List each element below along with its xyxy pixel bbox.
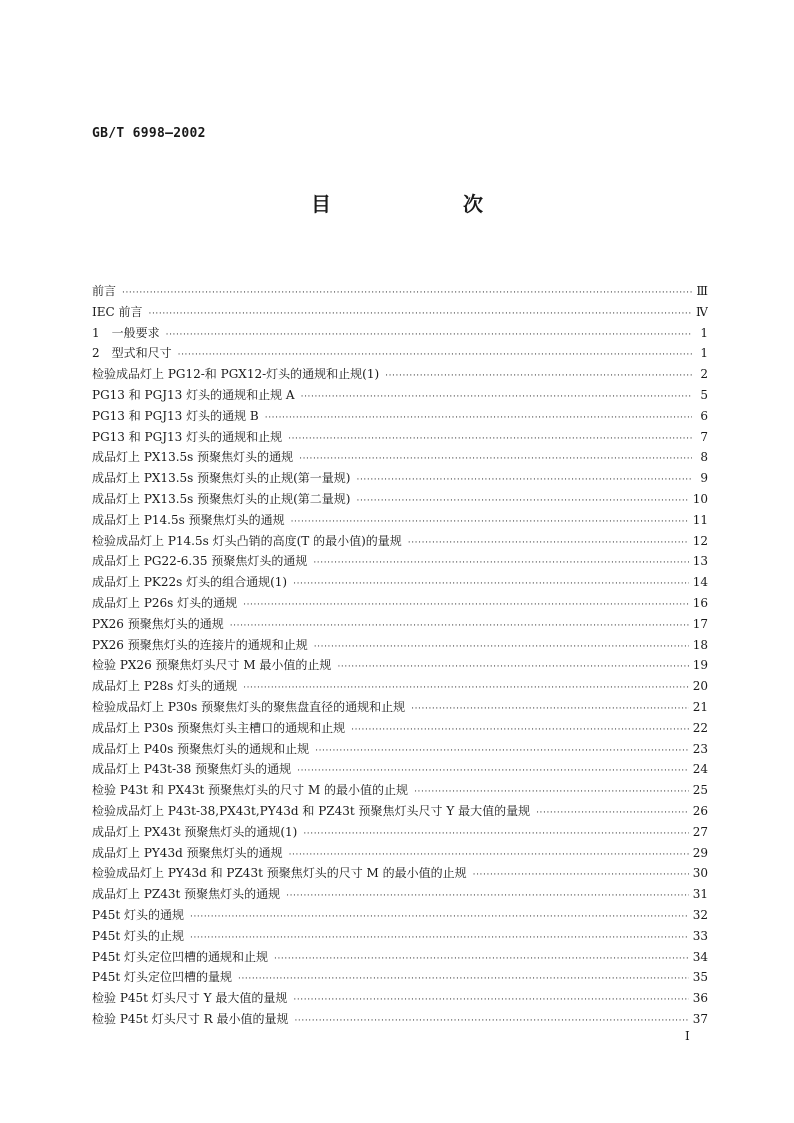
- toc-entry-page: 31: [692, 887, 708, 902]
- toc-entry[interactable]: [92, 343, 708, 364]
- dot-leader: [291, 512, 689, 531]
- toc-entry-title: 成品灯上 PX13.5s 预聚焦灯头的止规(第二量规): [92, 491, 351, 506]
- toc-entry-page: 26: [692, 803, 708, 818]
- table-of-contents: [92, 281, 708, 1030]
- dot-leader: [297, 761, 689, 780]
- toc-entry-title: PX26 预聚焦灯头的通规: [92, 616, 224, 631]
- toc-entry-page: 14: [692, 575, 708, 590]
- toc-entry-page: 16: [692, 595, 708, 610]
- toc-entry-title: 成品灯上 PZ43t 预聚焦灯头的通规: [92, 887, 281, 902]
- toc-entry-page: 25: [692, 783, 708, 798]
- toc-entry-page: 27: [692, 824, 708, 839]
- toc-entry-page: 2: [700, 367, 708, 382]
- toc-entry-page: 33: [692, 928, 708, 943]
- toc-entry-page: 18: [692, 637, 708, 652]
- toc-entry-page: 20: [692, 679, 708, 694]
- toc-entry-page: 5: [700, 387, 708, 402]
- toc-entry-page: 30: [692, 866, 708, 881]
- dot-leader: [313, 553, 688, 572]
- toc-entry-title: IEC 前言: [92, 304, 143, 319]
- toc-entry[interactable]: [92, 489, 708, 510]
- dot-leader: [243, 595, 689, 614]
- toc-entry[interactable]: [92, 905, 708, 926]
- toc-entry-page: Ⅲ: [696, 284, 708, 298]
- toc-entry-title: PG13 和 PGJ13 灯头的通规和止规: [92, 429, 283, 444]
- toc-entry-title: P45t 灯头的通规: [92, 907, 184, 922]
- toc-entry-page: Ⅳ: [696, 304, 708, 319]
- dot-leader: [230, 616, 689, 635]
- toc-entry-page: 10: [692, 491, 708, 506]
- page-number: Ⅰ: [685, 1029, 690, 1043]
- toc-entry-page: 24: [692, 762, 708, 777]
- toc-entry-title: 成品灯上 PG22-6.35 预聚焦灯头的通规: [92, 554, 308, 569]
- toc-entry[interactable]: [92, 385, 708, 406]
- toc-entry-title: 1 一般要求: [92, 325, 160, 340]
- dot-leader: [314, 637, 689, 656]
- toc-entry-page: 7: [700, 429, 708, 444]
- toc-entry-page: 36: [692, 991, 708, 1006]
- toc-entry[interactable]: [92, 323, 708, 344]
- toc-entry-page: 37: [692, 1011, 708, 1026]
- toc-entry-title: 成品灯上 P30s 预聚焦灯头主槽口的通规和止规: [92, 720, 346, 735]
- toc-entry[interactable]: [92, 572, 708, 593]
- toc-entry-page: 17: [692, 616, 708, 631]
- toc-entry[interactable]: [92, 739, 708, 760]
- toc-entry[interactable]: [92, 697, 708, 718]
- toc-entry-title: PG13 和 PGJ13 灯头的通规 B: [92, 408, 259, 423]
- toc-entry[interactable]: [92, 510, 708, 531]
- dot-leader: [293, 990, 688, 1009]
- toc-entry-title: 成品灯上 PX13.5s 预聚焦灯头的通规: [92, 450, 294, 465]
- toc-entry[interactable]: [92, 468, 708, 489]
- toc-entry-page: 21: [692, 699, 708, 714]
- toc-entry[interactable]: [92, 281, 708, 302]
- dot-leader: [473, 865, 689, 884]
- dot-leader: [166, 325, 692, 344]
- toc-entry-title: 检验成品灯上 P43t-38,PX43t,PY43d 和 PZ43t 预聚焦灯头尺寸 Y 最大值的量规: [92, 803, 531, 818]
- toc-entry-title: P45t 灯头定位凹槽的通规和止规: [92, 949, 268, 964]
- dot-leader: [149, 304, 693, 323]
- dot-leader: [301, 387, 692, 406]
- dot-leader: [238, 969, 689, 988]
- toc-entry[interactable]: [92, 614, 708, 635]
- toc-entry[interactable]: [92, 447, 708, 468]
- toc-entry[interactable]: [92, 1009, 708, 1030]
- toc-entry-title: 检验成品灯上 PY43d 和 PZ43t 预聚焦灯头的尺寸 M 的最小值的止规: [92, 866, 467, 881]
- toc-entry[interactable]: [92, 988, 708, 1009]
- toc-entry[interactable]: [92, 593, 708, 614]
- toc-entry-title: 成品灯上 PK22s 灯头的组合通规(1): [92, 575, 288, 590]
- toc-entry[interactable]: [92, 967, 708, 988]
- toc-entry-title: 检验 P45t 灯头尺寸 Y 最大值的量规: [92, 991, 288, 1006]
- toc-entry-title: 检验成品灯上 P14.5s 灯头凸销的高度(T 的最小值)的量规: [92, 533, 402, 548]
- dot-leader: [286, 886, 689, 905]
- toc-entry-title: 成品灯上 P26s 灯头的通规: [92, 595, 238, 610]
- toc-entry-title: 检验 PX26 预聚焦灯头尺寸 M 最小值的止规: [92, 658, 332, 673]
- toc-entry-page: 11: [692, 512, 708, 527]
- toc-entry-title: P45t 灯头的止规: [92, 928, 184, 943]
- toc-entry-page: 8: [700, 450, 708, 465]
- dot-leader: [289, 845, 689, 864]
- toc-entry[interactable]: [92, 531, 708, 552]
- dot-leader: [178, 345, 692, 364]
- toc-entry[interactable]: [92, 427, 708, 448]
- dot-leader: [294, 1011, 688, 1030]
- toc-entry-title: 检验成品灯上 PG12-和 PGX12-灯头的通规和止规(1): [92, 367, 380, 382]
- toc-entry-page: 1: [700, 325, 708, 340]
- toc-entry[interactable]: [92, 551, 708, 572]
- toc-entry[interactable]: [92, 655, 708, 676]
- toc-entry[interactable]: [92, 635, 708, 656]
- dot-leader: [411, 699, 689, 718]
- dot-leader: [315, 741, 689, 760]
- dot-leader: [385, 366, 692, 385]
- toc-entry-page: 9: [700, 471, 708, 486]
- toc-entry-page: 6: [700, 408, 708, 423]
- toc-entry-page: 22: [692, 720, 708, 735]
- toc-entry-title: 成品灯上 PX13.5s 预聚焦灯头的止规(第一量规): [92, 471, 351, 486]
- dot-leader: [414, 782, 689, 801]
- toc-entry[interactable]: [92, 759, 708, 780]
- dot-leader: [274, 949, 689, 968]
- toc-entry[interactable]: [92, 863, 708, 884]
- toc-entry-page: 12: [692, 533, 708, 548]
- dot-leader: [303, 824, 688, 843]
- toc-entry-title: 成品灯上 PY43d 预聚焦灯头的通规: [92, 845, 283, 860]
- dot-leader: [351, 720, 689, 739]
- toc-entry[interactable]: [92, 780, 708, 801]
- toc-entry[interactable]: [92, 822, 708, 843]
- dot-leader: [288, 429, 692, 448]
- toc-entry-title: 成品灯上 P43t-38 预聚焦灯头的通规: [92, 762, 292, 777]
- toc-entry-title: 成品灯上 PX43t 预聚焦灯头的通规(1): [92, 824, 298, 839]
- toc-entry-title: PX26 预聚焦灯头的连接片的通规和止规: [92, 637, 308, 652]
- dot-leader: [536, 803, 689, 822]
- page-title: 目 次: [311, 192, 539, 216]
- dot-leader: [122, 283, 692, 302]
- toc-entry-page: 13: [692, 554, 708, 569]
- toc-entry[interactable]: [92, 947, 708, 968]
- toc-entry-title: 检验 P45t 灯头尺寸 R 最小值的量规: [92, 1011, 289, 1026]
- toc-entry-page: 1: [700, 346, 708, 361]
- toc-entry-title: P45t 灯头定位凹槽的量规: [92, 970, 232, 985]
- dot-leader: [190, 907, 689, 926]
- dot-leader: [299, 449, 692, 468]
- toc-entry[interactable]: [92, 406, 708, 427]
- dot-leader: [357, 470, 693, 489]
- toc-entry[interactable]: [92, 801, 708, 822]
- toc-entry-title: 检验 P43t 和 PX43t 预聚焦灯头的尺寸 M 的最小值的止规: [92, 783, 409, 798]
- toc-entry[interactable]: [92, 302, 708, 323]
- dot-leader: [357, 491, 689, 510]
- dot-leader: [337, 657, 688, 676]
- dot-leader: [243, 678, 689, 697]
- dot-leader: [190, 928, 689, 947]
- dot-leader: [408, 533, 689, 552]
- toc-entry-title: 2 型式和尺寸: [92, 346, 172, 361]
- toc-entry[interactable]: [92, 843, 708, 864]
- toc-entry[interactable]: [92, 364, 708, 385]
- toc-entry-title: 前言: [92, 284, 117, 298]
- toc-entry-title: 检验成品灯上 P30s 预聚焦灯头的聚焦盘直径的通规和止规: [92, 699, 406, 714]
- toc-entry-page: 19: [692, 658, 708, 673]
- toc-entry-page: 35: [692, 970, 708, 985]
- toc-entry-page: 29: [692, 845, 708, 860]
- toc-entry-title: PG13 和 PGJ13 灯头的通规和止规 A: [92, 387, 295, 402]
- standard-number: GB/T 6998—2002: [92, 126, 206, 141]
- toc-entry-title: 成品灯上 P14.5s 预聚焦灯头的通规: [92, 512, 285, 527]
- toc-entry-page: 23: [692, 741, 708, 756]
- toc-entry-title: 成品灯上 P40s 预聚焦灯头的通规和止规: [92, 741, 310, 756]
- toc-entry-title: 成品灯上 P28s 灯头的通规: [92, 679, 238, 694]
- toc-entry-page: 32: [692, 907, 708, 922]
- toc-entry[interactable]: [92, 926, 708, 947]
- toc-entry[interactable]: [92, 884, 708, 905]
- toc-entry[interactable]: [92, 718, 708, 739]
- dot-leader: [265, 408, 692, 427]
- toc-entry-page: 34: [692, 949, 708, 964]
- toc-entry[interactable]: [92, 676, 708, 697]
- dot-leader: [293, 574, 689, 593]
